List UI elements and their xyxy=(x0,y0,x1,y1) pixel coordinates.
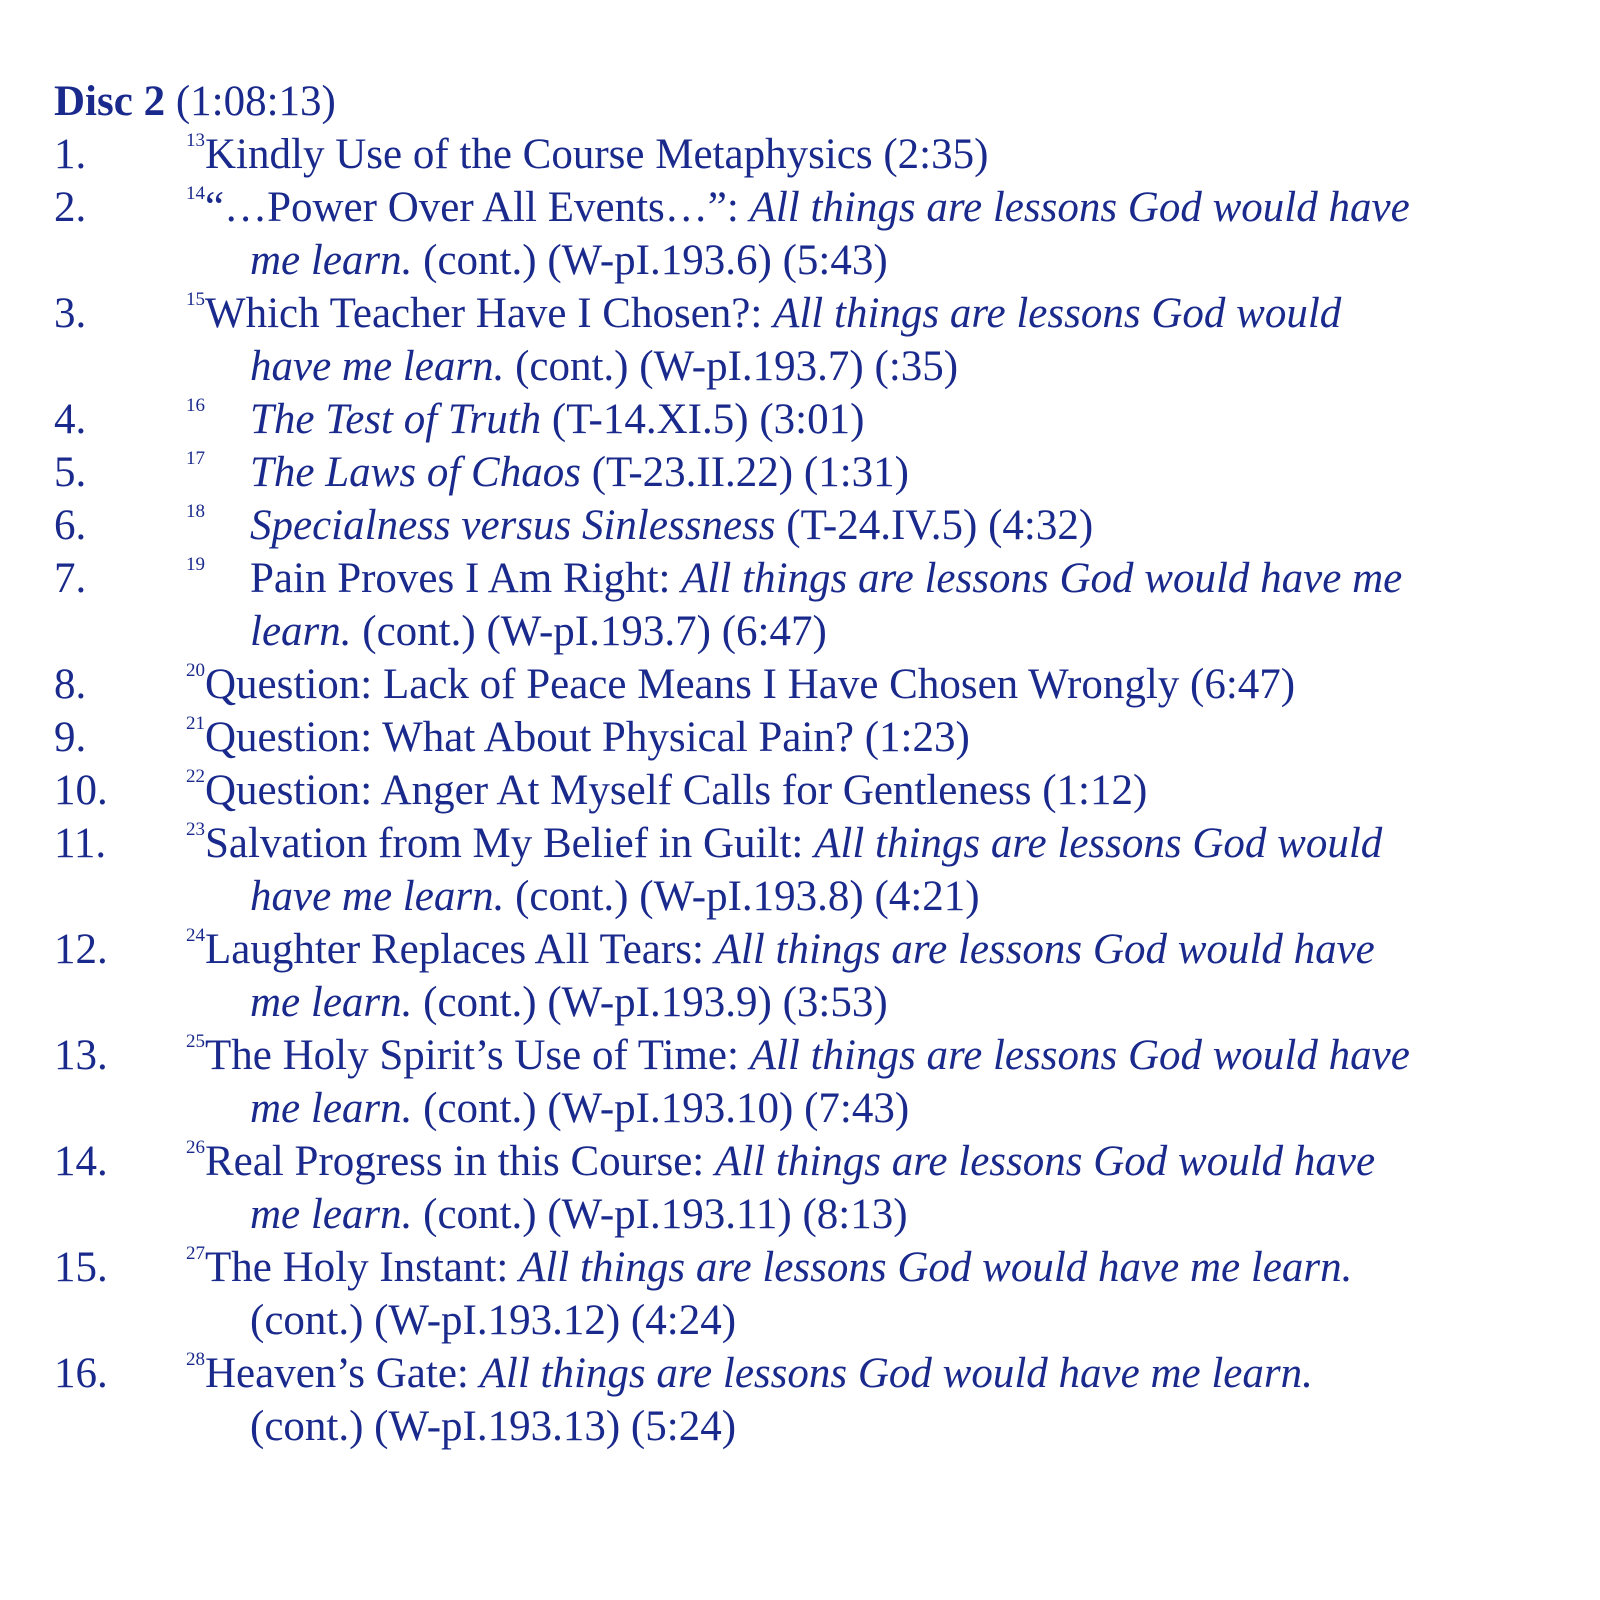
source-reference: (cont.) (W-pI.193.13) xyxy=(250,1403,621,1450)
lesson-title: All things are lessons God would xyxy=(814,820,1383,867)
track-duration: (1:12) xyxy=(1042,767,1148,814)
source-reference: (cont.) (W-pI.193.8) xyxy=(515,873,864,920)
track-listing xyxy=(54,76,1574,1453)
footnote-marker: 13 xyxy=(186,130,205,151)
track-entry: 18 Specialness versus Sinlessness (T-24.IV.5) (4:32) xyxy=(186,501,1094,549)
track-item xyxy=(54,287,1574,393)
track-number: 6. xyxy=(54,502,87,549)
track-duration: (3:53) xyxy=(782,979,888,1026)
track-title: The Holy Spirit’s Use of Time: xyxy=(205,1032,750,1079)
track-list xyxy=(54,128,1574,1453)
track-entry xyxy=(186,1241,1574,1347)
track-item xyxy=(54,923,1574,1029)
track-title: Question: Lack of Peace Means I Have Chosen Wrongly xyxy=(205,661,1180,708)
track-duration: (1:31) xyxy=(803,449,909,496)
footnote-marker: 20 xyxy=(186,660,205,681)
track-number: 16. xyxy=(54,1350,108,1397)
footnote-marker: 27 xyxy=(186,1243,205,1264)
track-entry xyxy=(186,128,1574,181)
track-number: 2. xyxy=(54,184,87,231)
track-item xyxy=(54,1029,1574,1135)
footnote-marker: 25 xyxy=(186,1031,205,1052)
lesson-title-continued: me learn. xyxy=(250,237,413,284)
track-item xyxy=(54,658,1574,711)
track-duration: (4:21) xyxy=(874,873,980,920)
track-number: 14. xyxy=(54,1138,108,1185)
lesson-title-continued: me learn. xyxy=(250,1191,413,1238)
track-number: 7. xyxy=(54,555,87,602)
track-entry xyxy=(186,1029,1574,1135)
lesson-title: The Laws of Chaos xyxy=(250,449,581,496)
disc-header xyxy=(54,76,1574,128)
footnote-marker: 21 xyxy=(186,713,205,734)
track-duration: (6:47) xyxy=(1190,661,1296,708)
track-item xyxy=(54,1135,1574,1241)
footnote-marker: 26 xyxy=(186,1137,205,1158)
lesson-title: All things are lessons God would have xyxy=(749,1032,1410,1079)
track-item xyxy=(54,393,1574,446)
source-reference: (cont.) (W-pI.193.6) xyxy=(423,237,772,284)
source-reference: (cont.) (W-pI.193.10) xyxy=(423,1085,794,1132)
track-entry xyxy=(186,1347,1574,1453)
track-duration: (:35) xyxy=(874,343,959,390)
track-duration: (6:47) xyxy=(721,608,827,655)
track-title: Heaven’s Gate: xyxy=(205,1350,480,1397)
track-number: 5. xyxy=(54,449,87,496)
track-item xyxy=(54,1347,1574,1453)
track-number: 3. xyxy=(54,290,87,337)
source-reference: (cont.) (W-pI.193.7) xyxy=(515,343,864,390)
track-item xyxy=(54,764,1574,817)
track-title: “…Power Over All Events…”: xyxy=(205,184,750,231)
track-entry: 19 Pain Proves I Am Right: All things are lessons God would have me learn. (cont.) (W-pI.193.7) (6:47) xyxy=(186,554,1403,655)
source-reference: (T-14.XI.5) xyxy=(551,396,749,443)
track-duration: (8:13) xyxy=(802,1191,908,1238)
lesson-title: All things are lessons God would have xyxy=(714,926,1375,973)
track-entry xyxy=(186,181,1574,287)
track-item xyxy=(54,128,1574,181)
track-item xyxy=(54,499,1574,552)
footnote-marker: 15 xyxy=(186,289,205,310)
source-reference: (T-23.II.22) xyxy=(591,449,794,496)
track-entry xyxy=(186,711,1574,764)
lesson-title: All things are lessons God would have me learn. xyxy=(479,1350,1313,1397)
track-duration: (5:43) xyxy=(782,237,888,284)
track-item xyxy=(54,1241,1574,1347)
track-number: 13. xyxy=(54,1032,108,1079)
track-number: 9. xyxy=(54,714,87,761)
track-number: 1. xyxy=(54,131,87,178)
track-entry xyxy=(186,1135,1574,1241)
track-entry: 17 The Laws of Chaos (T-23.II.22) (1:31) xyxy=(186,448,909,496)
track-title: Kindly Use of the Course Metaphysics xyxy=(205,131,873,178)
track-entry xyxy=(186,658,1574,711)
source-reference: (T-24.IV.5) xyxy=(786,502,978,549)
track-item xyxy=(54,552,1574,658)
track-title: The Holy Instant: xyxy=(205,1244,520,1291)
disc-label: Disc 2 xyxy=(54,78,166,125)
track-duration: (4:32) xyxy=(988,502,1094,549)
track-duration: (3:01) xyxy=(759,396,865,443)
lesson-title-continued: me learn. xyxy=(250,1085,413,1132)
track-title: Salvation from My Belief in Guilt: xyxy=(205,820,815,867)
source-reference: (cont.) (W-pI.193.12) xyxy=(250,1297,621,1344)
track-entry xyxy=(186,923,1574,1029)
track-title: Laughter Replaces All Tears: xyxy=(205,926,715,973)
track-number: 15. xyxy=(54,1244,108,1291)
lesson-title: All things are lessons God would xyxy=(773,290,1342,337)
footnote-marker: 23 xyxy=(186,819,205,840)
track-duration: (5:24) xyxy=(630,1403,737,1450)
track-title: Question: Anger At Myself Calls for Gentleness xyxy=(205,767,1032,814)
track-number: 11. xyxy=(54,820,107,867)
lesson-title: The Test of Truth xyxy=(250,396,542,443)
lesson-title: Specialness versus Sinlessness xyxy=(250,502,776,549)
track-entry: 16 The Test of Truth (T-14.XI.5) (3:01) xyxy=(186,395,865,443)
footnote-marker: 22 xyxy=(186,766,205,787)
track-item xyxy=(54,446,1574,499)
source-reference: (cont.) (W-pI.193.7) xyxy=(362,608,711,655)
track-number: 12. xyxy=(54,926,108,973)
track-item xyxy=(54,711,1574,764)
track-entry xyxy=(186,287,1574,393)
lesson-title: All things are lessons God would have me learn. xyxy=(519,1244,1353,1291)
track-duration: (4:24) xyxy=(630,1297,737,1344)
lesson-title: All things are lessons God would have xyxy=(749,184,1410,231)
source-reference: (cont.) (W-pI.193.11) xyxy=(423,1191,792,1238)
track-entry xyxy=(186,817,1574,923)
disc-duration: (1:08:13) xyxy=(175,78,336,125)
lesson-title-continued: have me learn. xyxy=(250,873,505,920)
track-duration: (1:23) xyxy=(864,714,970,761)
lesson-title: All things are lessons God would have xyxy=(715,1138,1376,1185)
track-duration: (2:35) xyxy=(883,131,989,178)
lesson-title: All things are lessons God would have me xyxy=(681,555,1403,602)
track-entry xyxy=(186,764,1574,817)
track-item xyxy=(54,817,1574,923)
track-title: Pain Proves I Am Right: xyxy=(250,555,682,602)
track-number: 4. xyxy=(54,396,87,443)
footnote-marker: 28 xyxy=(186,1349,205,1370)
track-number: 10. xyxy=(54,767,108,814)
track-title: Which Teacher Have I Chosen?: xyxy=(205,290,774,337)
footnote-marker: 14 xyxy=(186,183,205,204)
lesson-title-continued: learn. xyxy=(250,608,352,655)
source-reference: (cont.) (W-pI.193.9) xyxy=(423,979,772,1026)
track-number: 8. xyxy=(54,661,87,708)
track-title: Real Progress in this Course: xyxy=(205,1138,715,1185)
track-title: Question: What About Physical Pain? xyxy=(205,714,854,761)
track-duration: (7:43) xyxy=(804,1085,910,1132)
track-item xyxy=(54,181,1574,287)
lesson-title-continued: me learn. xyxy=(250,979,413,1026)
lesson-title-continued: have me learn. xyxy=(250,343,505,390)
footnote-marker: 24 xyxy=(186,925,205,946)
